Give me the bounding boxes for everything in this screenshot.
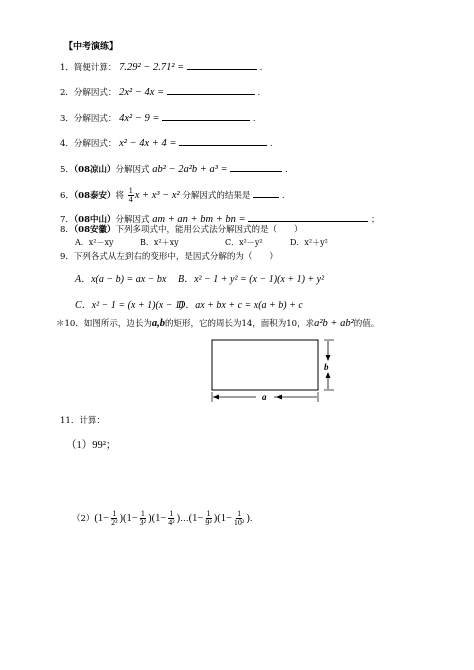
rectangle-figure	[210, 338, 336, 408]
q6-answer-blank[interactable]	[253, 188, 279, 198]
q3-answer-blank[interactable]	[162, 111, 250, 121]
q7-text: 分解因式	[115, 215, 150, 225]
q5-text: 分解因式	[115, 165, 150, 175]
q8-option-b[interactable]: B．x²＋xy	[140, 238, 179, 247]
q11-frac-2: $\frac{1}{\text{3²}}$	[139, 509, 147, 527]
q6-source-tag: （08泰安）	[73, 191, 116, 201]
section-title: 【中考演练】	[64, 42, 119, 52]
question-9: 9．下列各式从左到右的变形中，是因式分解的为（ ）	[60, 252, 278, 262]
question-3	[60, 111, 256, 125]
q7-source-tag: （08中山）	[73, 215, 116, 225]
q6-frac-den: 4	[128, 195, 133, 204]
question-10	[56, 318, 379, 330]
q3-expr: 4x² − 9 =	[119, 113, 160, 124]
a-arrow-head-inner	[276, 395, 282, 400]
q6-text-b: 分解因式的结果是	[182, 191, 251, 201]
question-8	[60, 224, 303, 236]
q8-label: 8．	[60, 225, 74, 235]
q5-answer-blank[interactable]	[230, 162, 282, 172]
q5-source-tag: （08凉山）	[73, 165, 116, 175]
q1-label: 1．简便计算：	[60, 63, 117, 73]
q4-answer-blank[interactable]	[179, 136, 267, 146]
q5-expr: ab² − 2a²b + a³ =	[152, 164, 228, 175]
q6-expr: x + x³ − x²	[134, 190, 180, 201]
q4-end: .	[269, 139, 273, 149]
q6-text-a: 将	[115, 191, 125, 201]
q10-vars: a,b	[151, 318, 165, 329]
q7-answer-blank[interactable]	[248, 212, 368, 222]
q7-expr: am + an + bm + bn =	[152, 214, 246, 225]
q10-label: ＊10．如图所示，边长为	[56, 319, 152, 329]
q3-end: .	[252, 114, 256, 124]
q1-answer-blank[interactable]	[187, 60, 257, 70]
q11-frac-5: $\frac{1}{\text{10²}}$	[233, 509, 245, 527]
q8-option-c[interactable]: C．x²－y²	[225, 238, 263, 247]
q11-part2-end: .	[249, 514, 253, 524]
q10-expr: a²b + ab²	[314, 318, 354, 329]
question-6	[60, 187, 285, 205]
question-1	[60, 60, 262, 74]
q9-option-a[interactable]: A．x(a − b) = ax − bx	[75, 274, 167, 285]
q2-expr: 2x² − 4x =	[119, 87, 165, 98]
q11-frac-4: $\frac{1}{\text{9²}}$	[205, 509, 212, 527]
question-11: 11．计算：	[60, 416, 105, 426]
q5-end: .	[284, 165, 288, 175]
q7-label: 7．	[60, 215, 74, 225]
q6-label: 6．	[60, 191, 74, 201]
q9-option-b[interactable]: B．x² − 1 + y² = (x − 1)(x + 1) + y²	[178, 274, 325, 285]
question-5	[60, 162, 288, 176]
q9-option-d[interactable]: D．ax + bx + c = x(a + b) + c	[178, 300, 303, 311]
question-4	[60, 136, 273, 150]
q4-label: 4．分解因式：	[60, 139, 117, 149]
q11-frac-3: $\frac{1}{\text{4²}}$	[168, 509, 175, 527]
q6-frac-num: 1	[128, 186, 133, 195]
q2-answer-blank[interactable]	[167, 85, 255, 95]
q7-end: ；	[371, 215, 380, 225]
q10-text: 的矩形，它的周长为14，面积为10，求	[164, 319, 315, 329]
label-b: b	[324, 362, 329, 372]
q6-fraction	[128, 187, 134, 204]
q8-text: 下列多项式中，能用公式法分解因式的是（ ）	[115, 225, 303, 235]
q6-end: .	[281, 191, 285, 201]
q11-part2-label: （2）	[72, 514, 95, 524]
b-arrow-head-up	[326, 372, 331, 378]
question-2	[60, 85, 260, 99]
q5-label: 5．	[60, 165, 74, 175]
q11-frac-1: $\frac{1}{\text{2²}}$	[111, 509, 118, 527]
q8-option-a[interactable]: A．x²－xy	[75, 238, 114, 247]
q11-ellipsis: …	[180, 514, 189, 524]
q9-option-c[interactable]: C．x² − 1 = (x + 1)(x − 1)	[75, 300, 184, 311]
q11-part-1: （1）99²；	[66, 440, 117, 451]
q4-expr: x² − 4x + 4 =	[119, 138, 177, 149]
b-arrow-head-down	[326, 355, 331, 361]
q3-label: 3．分解因式：	[60, 114, 117, 124]
q11-part-2: （2）(1− $\frac{1}{\text{2²}}$ )(1− $\frac{1}{\text{3²}}$ )(1− $\frac{1}{\text{4²}}$ )…(1− $\frac{1}{\text{9²}}$ )(1− $\frac{1}{\text{10²}}$ ).	[72, 509, 253, 527]
q2-label: 2．分解因式：	[60, 88, 117, 98]
q2-end: .	[257, 88, 261, 98]
rectangle-shape	[212, 340, 318, 390]
q10-end: 的值。	[353, 319, 380, 329]
label-a: a	[262, 392, 267, 402]
q1-expr: 7.29² − 2.71² =	[119, 62, 185, 73]
q8-source-tag: （08安徽）	[73, 225, 116, 235]
q8-option-d[interactable]: D．x²＋y²	[290, 238, 328, 247]
q1-end: .	[259, 63, 263, 73]
a-arrow-head-left	[213, 395, 219, 400]
